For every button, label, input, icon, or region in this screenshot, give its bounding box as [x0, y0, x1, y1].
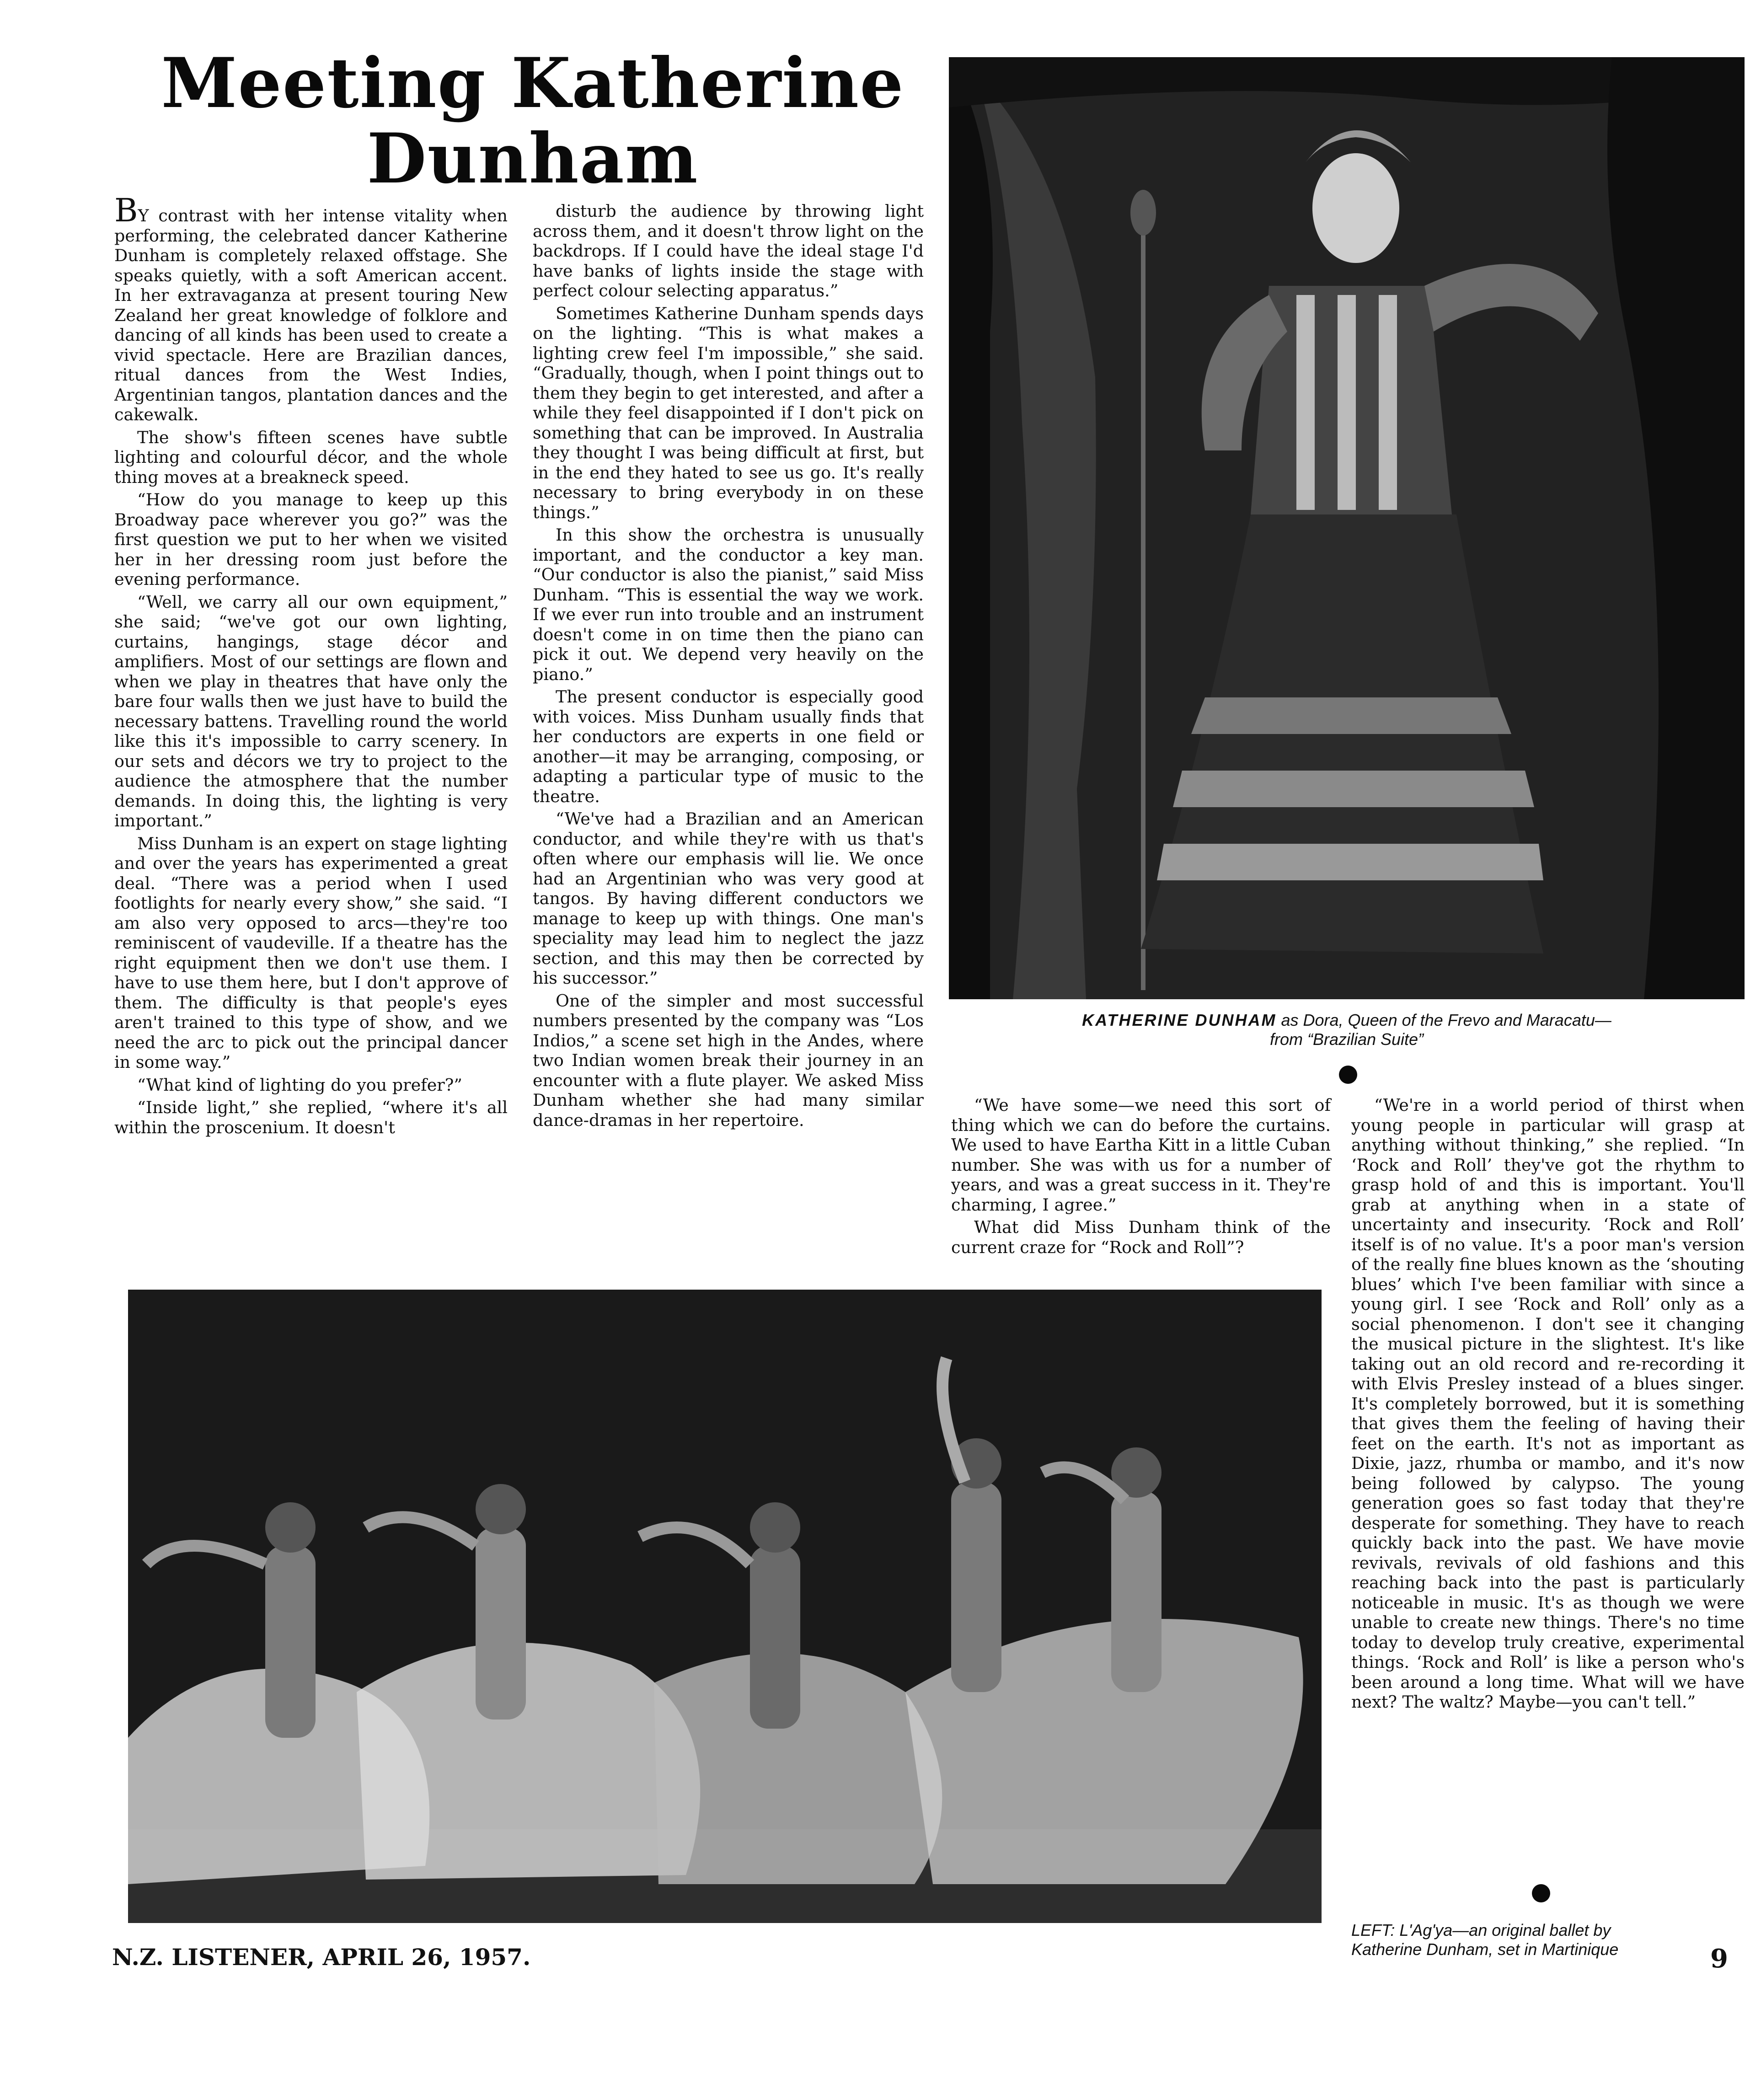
text-column-4 — [1351, 1095, 1745, 1832]
paragraph: The present conductor is especially good with voices. Miss Dunham usually finds that her conductors are experts in one field or another—it may be arranging, composing, or adapting a particular type of music to the theatre. — [533, 687, 924, 806]
paragraph: BY contrast with her intense vitality when performing, the celebrated dancer Katherine Dunham is completely relaxed offstage. She speaks quietly, with a soft American accent. In her extravaganza at present touring New Zealand her great knowledge of folklore and dancing of all kinds has been used to create a vivid spectacle. Here are Brazilian dances, ritual dances from the West Indies, Argentinian tangos, plantation dances and the cakewalk. — [114, 192, 508, 424]
caption-top-line-1 — [949, 1011, 1745, 1030]
page-number: 9 — [1710, 1944, 1728, 1974]
paragraph: “What kind of lighting do you prefer?” — [137, 1075, 462, 1095]
text-column-1 — [114, 192, 508, 1271]
paragraph: “We have some—we need this sort of thing which we can do before the curtains. We used to have Eartha Kitt in a little Cuban number. She was with us for a number of years, and was a great success in it. They're charming, I agree.” — [951, 1095, 1331, 1215]
photo-caption-top — [949, 1011, 1745, 1049]
paragraph: What did Miss Dunham think of the current craze for “Rock and Roll”? — [951, 1217, 1331, 1257]
paragraph: Sometimes Katherine Dunham spends days on the lighting. “This is what makes a lighting crew feel I'm impossible,” she said. “Gradually, though, when I point things out to them they begin to get interested, and after a while they feel disappointed if I don't pick on something that can be improved. In Australia they thought I was being difficult at first, but in the end they hated to see us go. It's really necessary to bring everybody in on these things.” — [533, 303, 924, 522]
paragraph: “Inside light,” she replied, “where it's all within the proscenium. It doesn't — [114, 1098, 508, 1137]
paragraph: The show's fifteen scenes have subtle lighting and colourful décor, and the whole thing moves at a breakneck speed. — [114, 427, 508, 487]
paragraph: One of the simpler and most successful numbers presented by the company was “Los Indios,” a scene set high in the Andes, where two Indian women break their journey in an encounter with a flute player. We asked Miss Dunham whether she had many similar dance-dramas in her repertoire. — [533, 991, 924, 1130]
paragraph: Miss Dunham is an expert on stage lighting and over the years has experimented a great deal. “There was a period when I used footlights for nearly every show,” she said. “I am also very opposed to arcs—they're too reminiscent of vaudeville. If a theatre has the right equipment then we don't use them. I have to use them here, but I don't approve of them. The difficulty is that people's eyes aren't trained to this type of show, and we need the arc to pick out the principal dancer in some way.” — [114, 833, 508, 1072]
separator-dot-bottom — [1532, 1884, 1550, 1902]
photo-lagya-ballet — [128, 1290, 1322, 1923]
paragraph: In this show the orchestra is unusually important, and the conductor a key man. “Our conductor is also the pianist,” said Miss Dunham. “This is essential the way we work. If we ever run into trouble and an instrument doesn't come in on time then the piano can pick it out. We depend very heavily on the piano.” — [533, 525, 924, 684]
drop-cap: B — [114, 192, 138, 229]
title-line-1: Meeting Katherine — [161, 43, 905, 123]
paragraph: “How do you manage to keep up this Broadway pace wherever you go?” was the first question we put to her when we visited her in her dressing room just before the evening performance. — [114, 490, 508, 589]
article-title — [114, 43, 951, 199]
dancer-photo-graphic — [949, 57, 1745, 999]
publication-footer: N.Z. LISTENER, APRIL 26, 1957. — [112, 1944, 531, 1971]
paragraph: “Well, we carry all our own equipment,” she said; “we've got our own lighting, curtains, hangings, stage décor and amplifiers. Most of our settings are flown and when we play in theatres that have only the bare four walls then we just have to build the necessary battens. Travelling round the world like this it's impossible to carry scenery. In our sets and décors we try to project to the audience the atmosphere that the number demands. In doing this, the lighting is very important.” — [114, 592, 508, 830]
title-line-2: Dunham — [367, 118, 699, 199]
text-column-3 — [951, 1095, 1331, 1278]
caption-top-line-2: from “Brazilian Suite” — [1269, 1030, 1424, 1049]
separator-dot-top — [1339, 1066, 1357, 1084]
paragraph: “We're in a world period of thirst when young people in particular will grasp at anything without thinking,” she replied. “In ‘Rock and Roll’ they've got the rhythm to grasp hold of and this is important. You'll grab at anything when in a state of uncertainty and insecurity. ‘Rock and Roll’ itself is of no value. It's a poor man's version of the really fine blues known as the ‘shouting blues’ which I've been familiar with since a young girl. I see ‘Rock and Roll’ only as a social phenomenon. I don't see it changing the musical picture in the slightest. It's like taking out an old record and re-recording it with Elvis Presley instead of a blues singer. It's completely borrowed, but it is something that gives them the feeling of having their feet on the earth. It's not as important as Dixie, jazz, rhumba or mambo, and it's now being followed by calypso. The young generation goes so fast today that they're desperate for something. They have to reach quickly back into the past. We have movie revivals, revivals of old fashions and this reaching back into the past is particularly noticeable in music. It's as though we were unable to create new things. There's no time today to develop truly creative, experimental things. ‘Rock and Roll’ is like a person who's been around a long time. What will we have next? The waltz? Maybe—you can't tell.” — [1351, 1095, 1745, 1712]
caption-bottom-line-1: LEFT: L'Ag'ya—an original ballet by — [1351, 1921, 1611, 1939]
ballet-photo-graphic — [128, 1290, 1322, 1923]
caption-top-name: KATHERINE DUNHAM — [1082, 1011, 1277, 1029]
paragraph: disturb the audience by throwing light across them, and it doesn't throw light on the backdrops. If I could have the ideal stage I'd have banks of lights inside the stage with perfect colour selecting apparatus.” — [533, 201, 924, 300]
caption-top-text: as Dora, Queen of the Frevo and Maracatu— — [1281, 1011, 1611, 1029]
photo-dunham-as-dora — [949, 57, 1745, 999]
photo-caption-bottom — [1351, 1921, 1745, 1959]
text-column-2 — [533, 201, 924, 1271]
paragraph: “We've had a Brazilian and an American conductor, and while they're with us that's often where our emphasis will lie. We once had an Argentinian who was very good at tangos. By having different conductors we manage to keep up with things. One man's speciality may lead him to neglect the jazz section, and this may then be corrected by his successor.” — [533, 809, 924, 988]
caption-bottom-line-2: Katherine Dunham, set in Martinique — [1351, 1940, 1619, 1959]
